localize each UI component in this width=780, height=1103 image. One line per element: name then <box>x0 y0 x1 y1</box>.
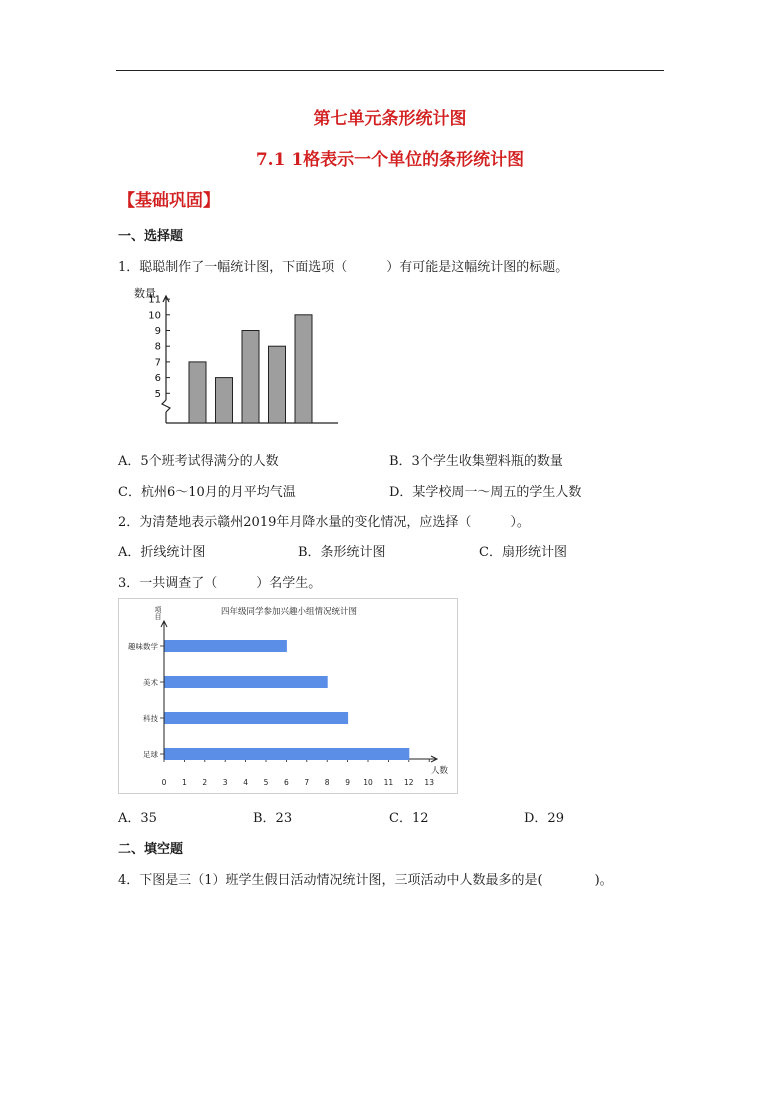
q2-stem: 2．为清楚地表示赣州2019年月降水量的变化情况，应选择（ ）。 <box>118 515 530 530</box>
x-tick-label: 0 <box>161 778 167 787</box>
q3-option-b: B．23 <box>253 811 293 826</box>
q1-option-a: A．5个班考试得满分的人数 <box>118 454 279 469</box>
chart-title: 四年级同学参加兴趣小组情况统计图 <box>220 607 358 617</box>
y-tick-label: 5 <box>154 388 161 400</box>
x-tick-label: 5 <box>263 778 269 787</box>
x-tick-label: 7 <box>304 778 310 787</box>
bar <box>165 748 410 760</box>
part2-heading: 二、填空题 <box>118 842 184 857</box>
x-tick-label: 8 <box>324 778 330 787</box>
y-tick-label: 7 <box>154 357 161 369</box>
x-tick-label: 11 <box>383 778 394 787</box>
x-tick-label: 9 <box>345 778 350 787</box>
bar <box>165 676 328 688</box>
bar <box>216 378 233 423</box>
x-tick-label: 2 <box>202 778 208 787</box>
q1-option-b: B．3个学生收集塑料瓶的数量 <box>389 454 563 469</box>
bar <box>165 640 287 652</box>
y-tick-label: 11 <box>148 294 161 306</box>
q1-option-c: C．杭州6～10月的月平均气温 <box>118 485 296 500</box>
y-tick-label: 8 <box>154 341 161 353</box>
category-label: 足球 <box>143 750 158 759</box>
y-tick-label: 6 <box>154 373 161 385</box>
x-tick-label: 3 <box>222 778 228 787</box>
q2-option-a: A．折线统计图 <box>118 545 206 560</box>
x-tick-label: 12 <box>404 778 414 787</box>
bar <box>242 331 259 424</box>
q3-horizontal-bar-chart <box>119 599 457 793</box>
q3-option-c: C．12 <box>389 811 429 826</box>
y-axis-label: 数量 <box>134 287 156 300</box>
category-label: 美术 <box>143 678 158 687</box>
axis-break-mark <box>162 400 170 412</box>
bar <box>295 315 312 423</box>
q3-option-a: A．35 <box>118 811 157 826</box>
x-axis-label: 人数 <box>431 766 449 776</box>
q2-option-c: C．扇形统计图 <box>479 545 567 560</box>
category-label: 科技 <box>143 714 158 723</box>
x-tick-label: 6 <box>284 778 289 787</box>
q2-option-b: B．条形统计图 <box>298 545 386 560</box>
y-tick-label: 9 <box>154 326 161 337</box>
y-tick-label: 10 <box>148 310 161 322</box>
q3-option-d: D．29 <box>524 811 564 826</box>
x-tick-label: 13 <box>424 778 434 787</box>
q3-chart-frame <box>118 598 458 794</box>
lesson-title: 7.1 1格表示一个单位的条形统计图 <box>255 150 525 170</box>
x-tick-label: 4 <box>243 778 248 787</box>
y-axis-label: 项目 <box>154 606 162 620</box>
q1-stem: 1．聪聪制作了一幅统计图，下面选项（ ）有可能是这幅统计图的标题。 <box>118 260 569 275</box>
q4-stem: 4．下图是三（1）班学生假日活动情况统计图，三项活动中人数最多的是( )。 <box>118 873 613 888</box>
bar <box>269 346 286 423</box>
x-tick-label: 1 <box>182 778 187 787</box>
q1-bar-chart <box>130 282 345 430</box>
bar <box>189 362 206 423</box>
unit-title: 第七单元条形统计图 <box>313 109 467 129</box>
q3-stem: 3．一共调查了（ ）名学生。 <box>118 576 322 591</box>
category-label: 趣味数学 <box>128 642 158 651</box>
q1-option-d: D．某学校周一～周五的学生人数 <box>389 485 582 500</box>
section-heading: 【基础巩固】 <box>118 191 220 211</box>
bar <box>165 712 349 724</box>
part1-heading: 一、选择题 <box>118 229 184 244</box>
top-rule <box>116 70 664 71</box>
x-tick-label: 10 <box>363 778 373 787</box>
